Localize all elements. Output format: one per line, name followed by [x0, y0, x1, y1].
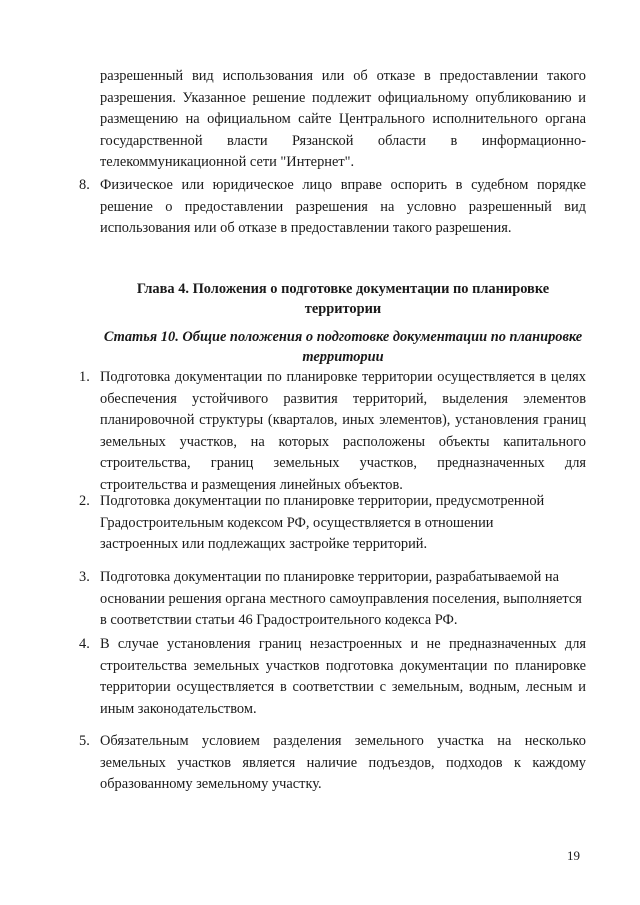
item-4-text: В случае установления границ незастроенных и не предназначенных для строительства земельных участков подготовка документации по планировке территории осуществляется в соответствии с земельным, водным, лесным и иным законодательством. — [100, 636, 586, 717]
item-1-number: 1. — [79, 369, 90, 385]
intro-paragraph: разрешенный вид использования или об отказе в предоставлении такого разрешения. Указанное решение подлежит официальному опубликованию и размещению на официальном сайте Центрального исполнительного органа государственной власти Рязанской области в информационно-телекоммуникационной сети "Интернет". — [100, 68, 586, 171]
item-2-text: Подготовка документации по планировке территории, предусмотренной Градостроительным кодексом РФ, осуществляется в отношении застроенных или подлежащих застройке территорий. — [100, 493, 545, 553]
article-title: Статья 10. Общие положения о подготовке документации по планировке территории — [103, 329, 583, 365]
page-number: 19 — [567, 848, 580, 863]
chapter-title: Глава 4. Положения о подготовке документации по планировке территории — [136, 281, 550, 317]
item-8-text: Физическое или юридическое лицо вправе оспорить в судебном порядке решение о предоставлении разрешения на условно разрешенный вид использования или об отказе в предоставлении такого разрешения. — [100, 177, 586, 237]
item-8-number: 8. — [79, 177, 90, 193]
item-5-text: Обязательным условием разделения земельного участка на несколько земельных участков является наличие подъездов, подходов к каждому образованному земельному участку. — [100, 733, 586, 793]
item-1-text: Подготовка документации по планировке территории осуществляется в целях обеспечения устойчивого развития территорий, выделения элементов планировочной структуры (кварталов, иных элементов), установления границ земельных участков, на которых расположены объекты капитального строительства, границ земельных участков, предназначенных для строительства и размещения линейных объектов. — [100, 369, 586, 493]
item-4-number: 4. — [79, 636, 90, 652]
item-5-number: 5. — [79, 733, 90, 749]
item-3-text: Подготовка документации по планировке территории, разрабатываемой на основании решения органа местного самоуправления поселения, выполняется в соответствии статьи 46 Градостроительного кодекса РФ. — [100, 569, 582, 629]
item-2-number: 2. — [79, 493, 90, 509]
item-3-number: 3. — [79, 569, 90, 585]
